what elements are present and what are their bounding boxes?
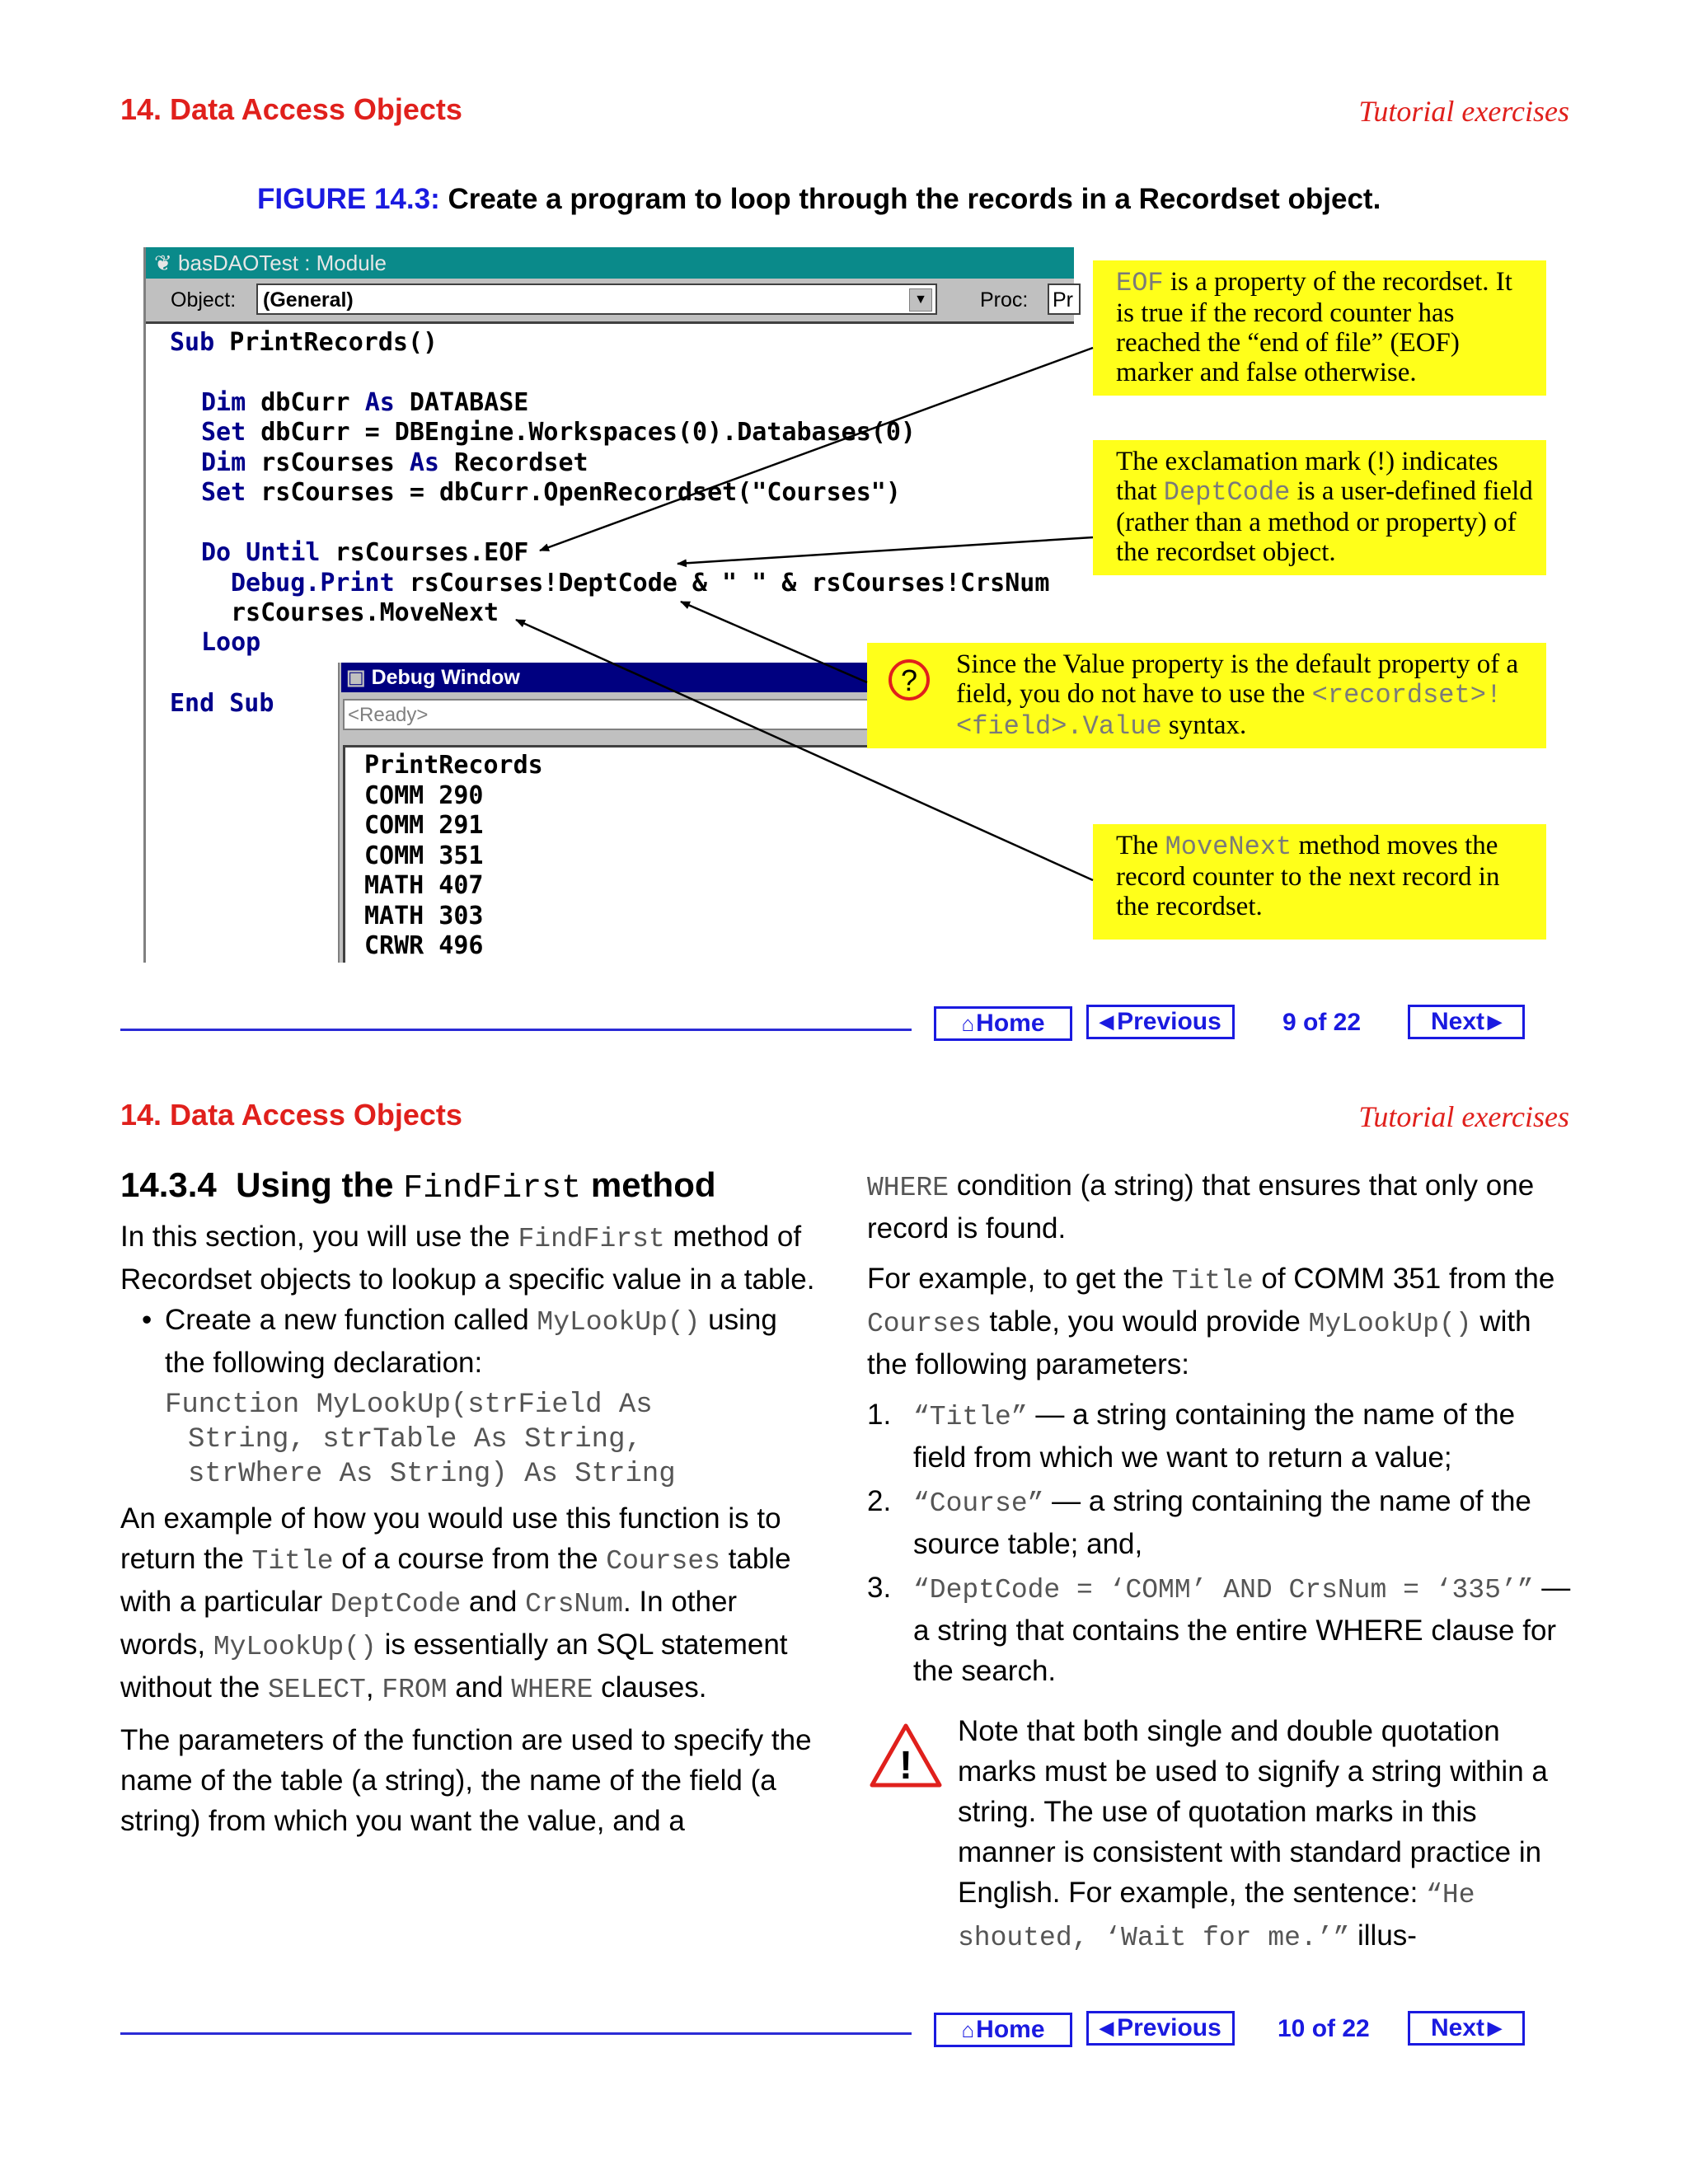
debug-output-line: COMM 290 (364, 781, 484, 810)
debug-output-line: MATH 303 (364, 902, 484, 930)
proc-select-value: Pr (1053, 288, 1073, 312)
question-icon: ? (889, 659, 930, 701)
page2-next-button[interactable]: Next ▶ (1408, 2011, 1525, 2046)
arrow-right-icon: ▶ (1488, 1011, 1502, 1032)
debug-output-line: PrintRecords (364, 751, 543, 780)
function-declaration: Function MyLookUp(strField As String, strTable As String, strWhere As String) As String (165, 1390, 676, 1490)
debug-output-line: COMM 291 (364, 811, 484, 840)
proc-label: Proc: (980, 288, 1029, 312)
page2-chapter-header: 14. Data Access Objects (120, 1098, 462, 1132)
debug-output-line: COMM 351 (364, 841, 484, 870)
debug-output-line: MATH 407 (364, 871, 484, 900)
module-title: basDAOTest : Module (178, 251, 387, 275)
left-column (120, 1216, 821, 1841)
module-icon: ❦ (154, 251, 172, 275)
code-line: Loop (201, 628, 261, 657)
note-block: ! Note that both single and double quotation marks must be used to signify a string within a string. The use of quotation marks in this manner is consistent with standard practice in English. For example, the sentence: “He shouted, ‘Wait for me.’” illus- (867, 1711, 1576, 1958)
debug-title: Debug Window (371, 666, 520, 689)
page1-home-button[interactable]: ⌂ Home (934, 1006, 1072, 1041)
code-line: Dim dbCurr As DATABASE (201, 388, 529, 417)
parameters-paragraph: The parameters of the function are used to specify the name of the table (a string), the name of the field (a string) from which you want the value, and a (120, 1724, 812, 1837)
warning-icon (869, 1722, 943, 1788)
chevron-down-icon[interactable]: ▼ (909, 288, 932, 312)
page2-home-button[interactable]: ⌂ Home (934, 2013, 1072, 2047)
debug-status: <Ready> (348, 704, 429, 726)
bang-arrow (678, 537, 1093, 564)
svg-text:!: ! (899, 1744, 912, 1788)
list-item: 1. “Title” — a string containing the name of the field from which we want to return a value; (867, 1399, 1516, 1474)
example-paragraph: An example of how you would use this function is to return the Title of a course from the Courses table with a particular DeptCode and CrsNum. In other words, MyLookUp() is essentially an SQL statement without the SELECT, FROM and WHERE clauses. (120, 1502, 791, 1705)
debug-output-line: CRWR 496 (364, 931, 484, 960)
movenext-arrow (516, 620, 1093, 880)
arrow-left-icon: ◀ (1100, 2018, 1114, 2038)
page1-page-number: 9 of 22 (1282, 1009, 1362, 1036)
callout-arrows (0, 0, 1688, 989)
list-item: 3. “DeptCode = ‘COMM’ AND CrsNum = ‘335’” — a string that contains the entire WHERE clause for the search. (867, 1572, 1571, 1687)
code-line: Debug.Print rsCourses!DeptCode & " " & rsCourses!CrsNum (231, 569, 1050, 598)
exclamation-callout: The exclamation mark (!) indicates that DeptCode is a user-defined field (rather than a method or property) of the recordset object. (1093, 440, 1546, 575)
code-line: Sub PrintRecords() (170, 328, 438, 357)
code-line: Do Until rsCourses.EOF (201, 538, 529, 567)
section-heading: 14.3.4 Using the FindFirst method (120, 1165, 716, 1207)
list-item: 2. “Course” — a string containing the name of the source table; and, (867, 1485, 1531, 1560)
window-icon: ▣ (346, 666, 366, 689)
code-line: Set rsCourses = dbCurr.OpenRecordset("Courses") (201, 478, 901, 507)
page2-previous-button[interactable]: ◀ Previous (1086, 2011, 1235, 2046)
code-line: End Sub (170, 689, 274, 718)
object-select-value: (General) (263, 288, 354, 312)
value-arrow (681, 602, 867, 682)
page1-footer-rule (120, 1029, 912, 1031)
arrow-right-icon: ▶ (1488, 2018, 1502, 2038)
page2-footer-rule (120, 2032, 912, 2035)
page1-previous-button[interactable]: ◀ Previous (1086, 1005, 1235, 1039)
page2-section-header: Tutorial exercises (1358, 1100, 1569, 1133)
value-property-callout: ? Since the Value property is the default property of a field, you do not have to use the <recordset>!<field>.Value syntax. (867, 643, 1546, 748)
arrow-left-icon: ◀ (1100, 1011, 1114, 1032)
example-paragraph-right: For example, to get the Title of COMM 351 from the Courses table, you would provide MyLookUp() with the following parameters: (867, 1263, 1555, 1380)
right-column (867, 1165, 1576, 1958)
bullet-icon: • (142, 1304, 152, 1336)
where-paragraph: WHERE condition (a string) that ensures that only one record is found. (867, 1169, 1535, 1244)
intro-paragraph: In this section, you will use the FindFirst method of Recordset objects to lookup a specific value in a table. (120, 1221, 815, 1296)
page1-next-button[interactable]: Next ▶ (1408, 1005, 1525, 1039)
code-line: Dim rsCourses As Recordset (201, 448, 588, 477)
page2-page-number: 10 of 22 (1278, 2015, 1370, 2042)
bullet-item: • Create a new function called MyLookUp() using the following declaration: (120, 1300, 821, 1383)
movenext-callout: The MoveNext method moves the record counter to the next record in the recordset. (1093, 824, 1546, 940)
eof-callout: EOF is a property of the recordset. It is true if the record counter has reached the “end of file” (EOF) marker and false otherwise. (1093, 260, 1546, 396)
eof-arrow (540, 348, 1093, 551)
code-line: Set dbCurr = DBEngine.Workspaces(0).Databases(0) (201, 418, 916, 447)
code-line: rsCourses.MoveNext (231, 598, 499, 627)
home-icon: ⌂ (961, 1010, 975, 1036)
figure-label: FIGURE 14.3: (257, 183, 440, 215)
page1-section-header: Tutorial exercises (1358, 95, 1569, 128)
page1-chapter-header: 14. Data Access Objects (120, 92, 462, 126)
object-label: Object: (171, 288, 237, 312)
figure-caption-text: Create a program to loop through the records in a Recordset object. (448, 183, 1381, 215)
home-icon: ⌂ (961, 2017, 975, 2042)
